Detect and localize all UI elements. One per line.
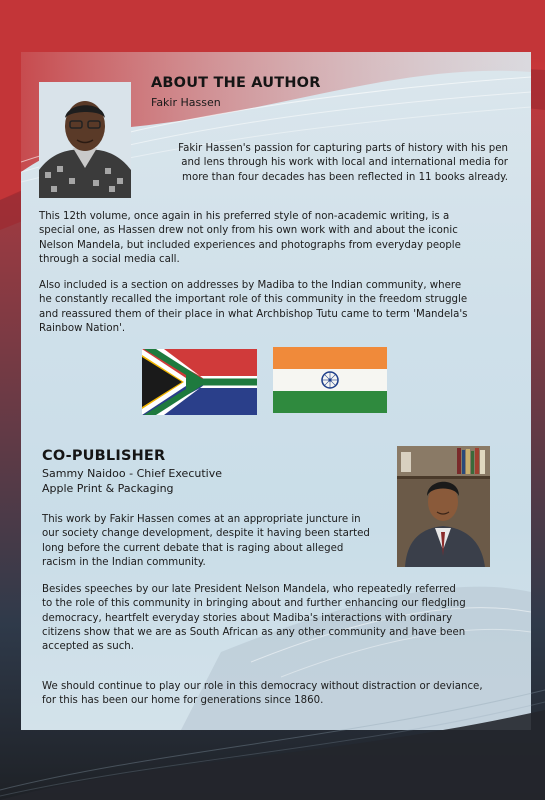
about-heading: ABOUT THE AUTHOR bbox=[151, 75, 321, 91]
author-name: Fakir Hassen bbox=[151, 96, 221, 109]
copublisher-title-1: Sammy Naidoo - Chief Executive bbox=[42, 467, 222, 480]
about-paragraph-3: Also included is a section on addresses by Madiba to the Indian community, where he constantly recalled the important role of this community in the freedom struggle and reassured them of their place in what Archbishop Tutu came to term 'Mandela's Rainbow Nation'. bbox=[39, 280, 468, 334]
copublisher-paragraph-2: Besides speeches by our late President Nelson Mandela, who repeatedly referred to the role of this community in bringing about and further enhancing our fledgling democracy, heartfelt everyday stories about Madiba's interactions with ordinary citizens show that we are as South African as any other community and have been accepted as such. bbox=[42, 584, 466, 653]
about-intro: Fakir Hassen's passion for capturing parts of history with his pen and lens through his work with local and international media for more than four decades has been reflected in 11 books already. bbox=[178, 143, 508, 183]
copublisher-title-2: Apple Print & Packaging bbox=[42, 482, 174, 495]
india-flag-icon bbox=[273, 347, 387, 413]
south-africa-flag-icon bbox=[142, 349, 257, 415]
copublisher-photo bbox=[397, 446, 490, 567]
copublisher-heading: CO-PUBLISHER bbox=[42, 448, 166, 464]
bottom-wave-decoration bbox=[0, 560, 545, 800]
copublisher-paragraph-3: We should continue to play our role in this democracy without distraction or deviance, for this has been our home for generations since 1860. bbox=[42, 681, 483, 707]
about-paragraph-2: This 12th volume, once again in his preferred style of non-academic writing, is a special one, as Hassen drew not only from his own work with and about the iconic Nelson Mandela, but included experiences and photographs from everyday people through a social media call. bbox=[39, 211, 461, 265]
author-photo bbox=[39, 82, 131, 198]
copublisher-paragraph-1: This work by Fakir Hassen comes at an appropriate juncture in our society change development, despite it having been started long before the current debate that is raging about alleged racism in the Indian community. bbox=[42, 514, 370, 568]
